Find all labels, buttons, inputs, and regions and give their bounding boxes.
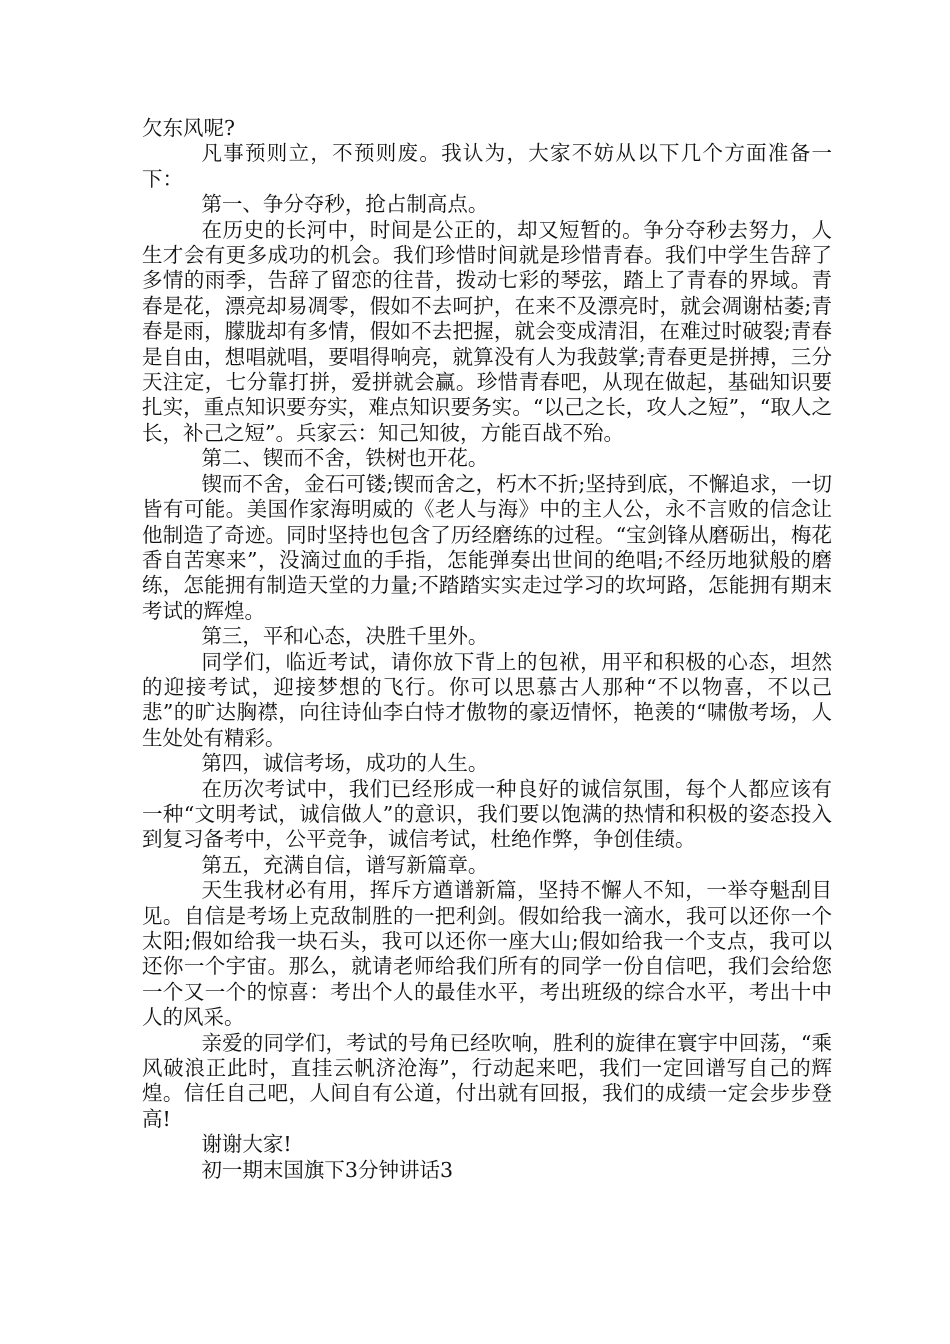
next-title: 初一期末国旗下3分钟讲话3 [201, 1157, 454, 1182]
paragraph: 欠东风呢? [142, 116, 235, 140]
section-heading: 第五，充满自信，谱写新篇章。 [201, 852, 489, 877]
paragraph: 天生我材必有用，挥斥方遒谱新篇，坚持不懈人不知，一举夺魁刮目见。自信是考场上克敌制胜的一把利剑。假如给我一滴水，我可以还你一个太阳;假如给我一块石头，我可以还你一座大山;假如给我一个支点，我可以还你一个宇宙。那么，就请老师给我们所有的同学一份自信吧，我们会给您一个又一个的惊喜：考出个人的最佳水平，考出班级的综合水平，考出十中人的风采。 [142, 878, 832, 1030]
closing-line: 谢谢大家! [201, 1132, 292, 1157]
document-body [142, 116, 832, 1183]
section-heading: 第二、锲而不舍，铁树也开花。 [201, 446, 489, 471]
paragraph: 在历史的长河中，时间是公正的，却又短暂的。争分夺秒去努力，人生才会有更多成功的机会。我们珍惜时间就是珍惜青春。我们中学生告辞了多情的雨季，告辞了留恋的往昔，拨动七彩的琴弦，踏上了青春的界域。青春是花，漂亮却易凋零，假如不去呵护，在来不及漂亮时，就会凋谢枯萎;青春是雨，朦胧却有多情，假如不去把握，就会变成清泪，在难过时破裂;青春是自由，想唱就唱，要唱得响亮，就算没有人为我鼓掌;青春更是拼搏，三分天注定，七分靠打拼，爱拼就会赢。珍惜青春吧，从现在做起，基础知识要扎实，重点知识要夯实，难点知识要务实。“以己之长，攻人之短”，“取人之长，补己之短”。兵家云：知己知彼，方能百战不殆。 [142, 217, 832, 445]
section-heading: 第四，诚信考场，成功的人生。 [201, 751, 489, 776]
paragraph: 同学们，临近考试，请你放下背上的包袱，用平和积极的心态，坦然的迎接考试，迎接梦想的飞行。你可以思慕古人那种“不以物喜，不以己悲”的旷达胸襟，向往诗仙李白恃才傲物的豪迈情怀，艳羡的“啸傲考场，人生处处有精彩。 [142, 649, 832, 750]
paragraph: 凡事预则立，不预则废。我认为，大家不妨从以下几个方面准备一下： [142, 141, 832, 191]
section-heading: 第三，平和心态，决胜千里外。 [201, 624, 489, 649]
paragraph: 亲爱的同学们，考试的号角已经吹响，胜利的旋律在寰宇中回荡，“乘风破浪正此时，直挂云帆济沧海”，行动起来吧，我们一定回谱写自己的辉煌。信任自己吧，人间自有公道，付出就有回报，我们的成绩一定会步步登高! [142, 1030, 832, 1131]
paragraph: 锲而不舍，金石可镂;锲而舍之，朽木不折;坚持到底，不懈追求，一切皆有可能。美国作家海明威的《老人与海》中的主人公，永不言败的信念让他制造了奇迹。同时坚持也包含了历经磨练的过程。“宝剑锋从磨砺出，梅花香自苦寒来”，没滴过血的手指，怎能弹奏出世间的绝唱;不经历地狱般的磨练，怎能拥有制造天堂的力量;不踏踏实实走过学习的坎坷路，怎能拥有期末考试的辉煌。 [142, 471, 832, 623]
paragraph: 在历次考试中，我们已经形成一种良好的诚信氛围，每个人都应该有一种“文明考试，诚信做人”的意识，我们要以饱满的热情和积极的姿态投入到复习备考中，公平竞争，诚信考试，杜绝作弊，争创佳绩。 [142, 776, 832, 852]
section-heading: 第一、争分夺秒，抢占制高点。 [201, 192, 489, 217]
